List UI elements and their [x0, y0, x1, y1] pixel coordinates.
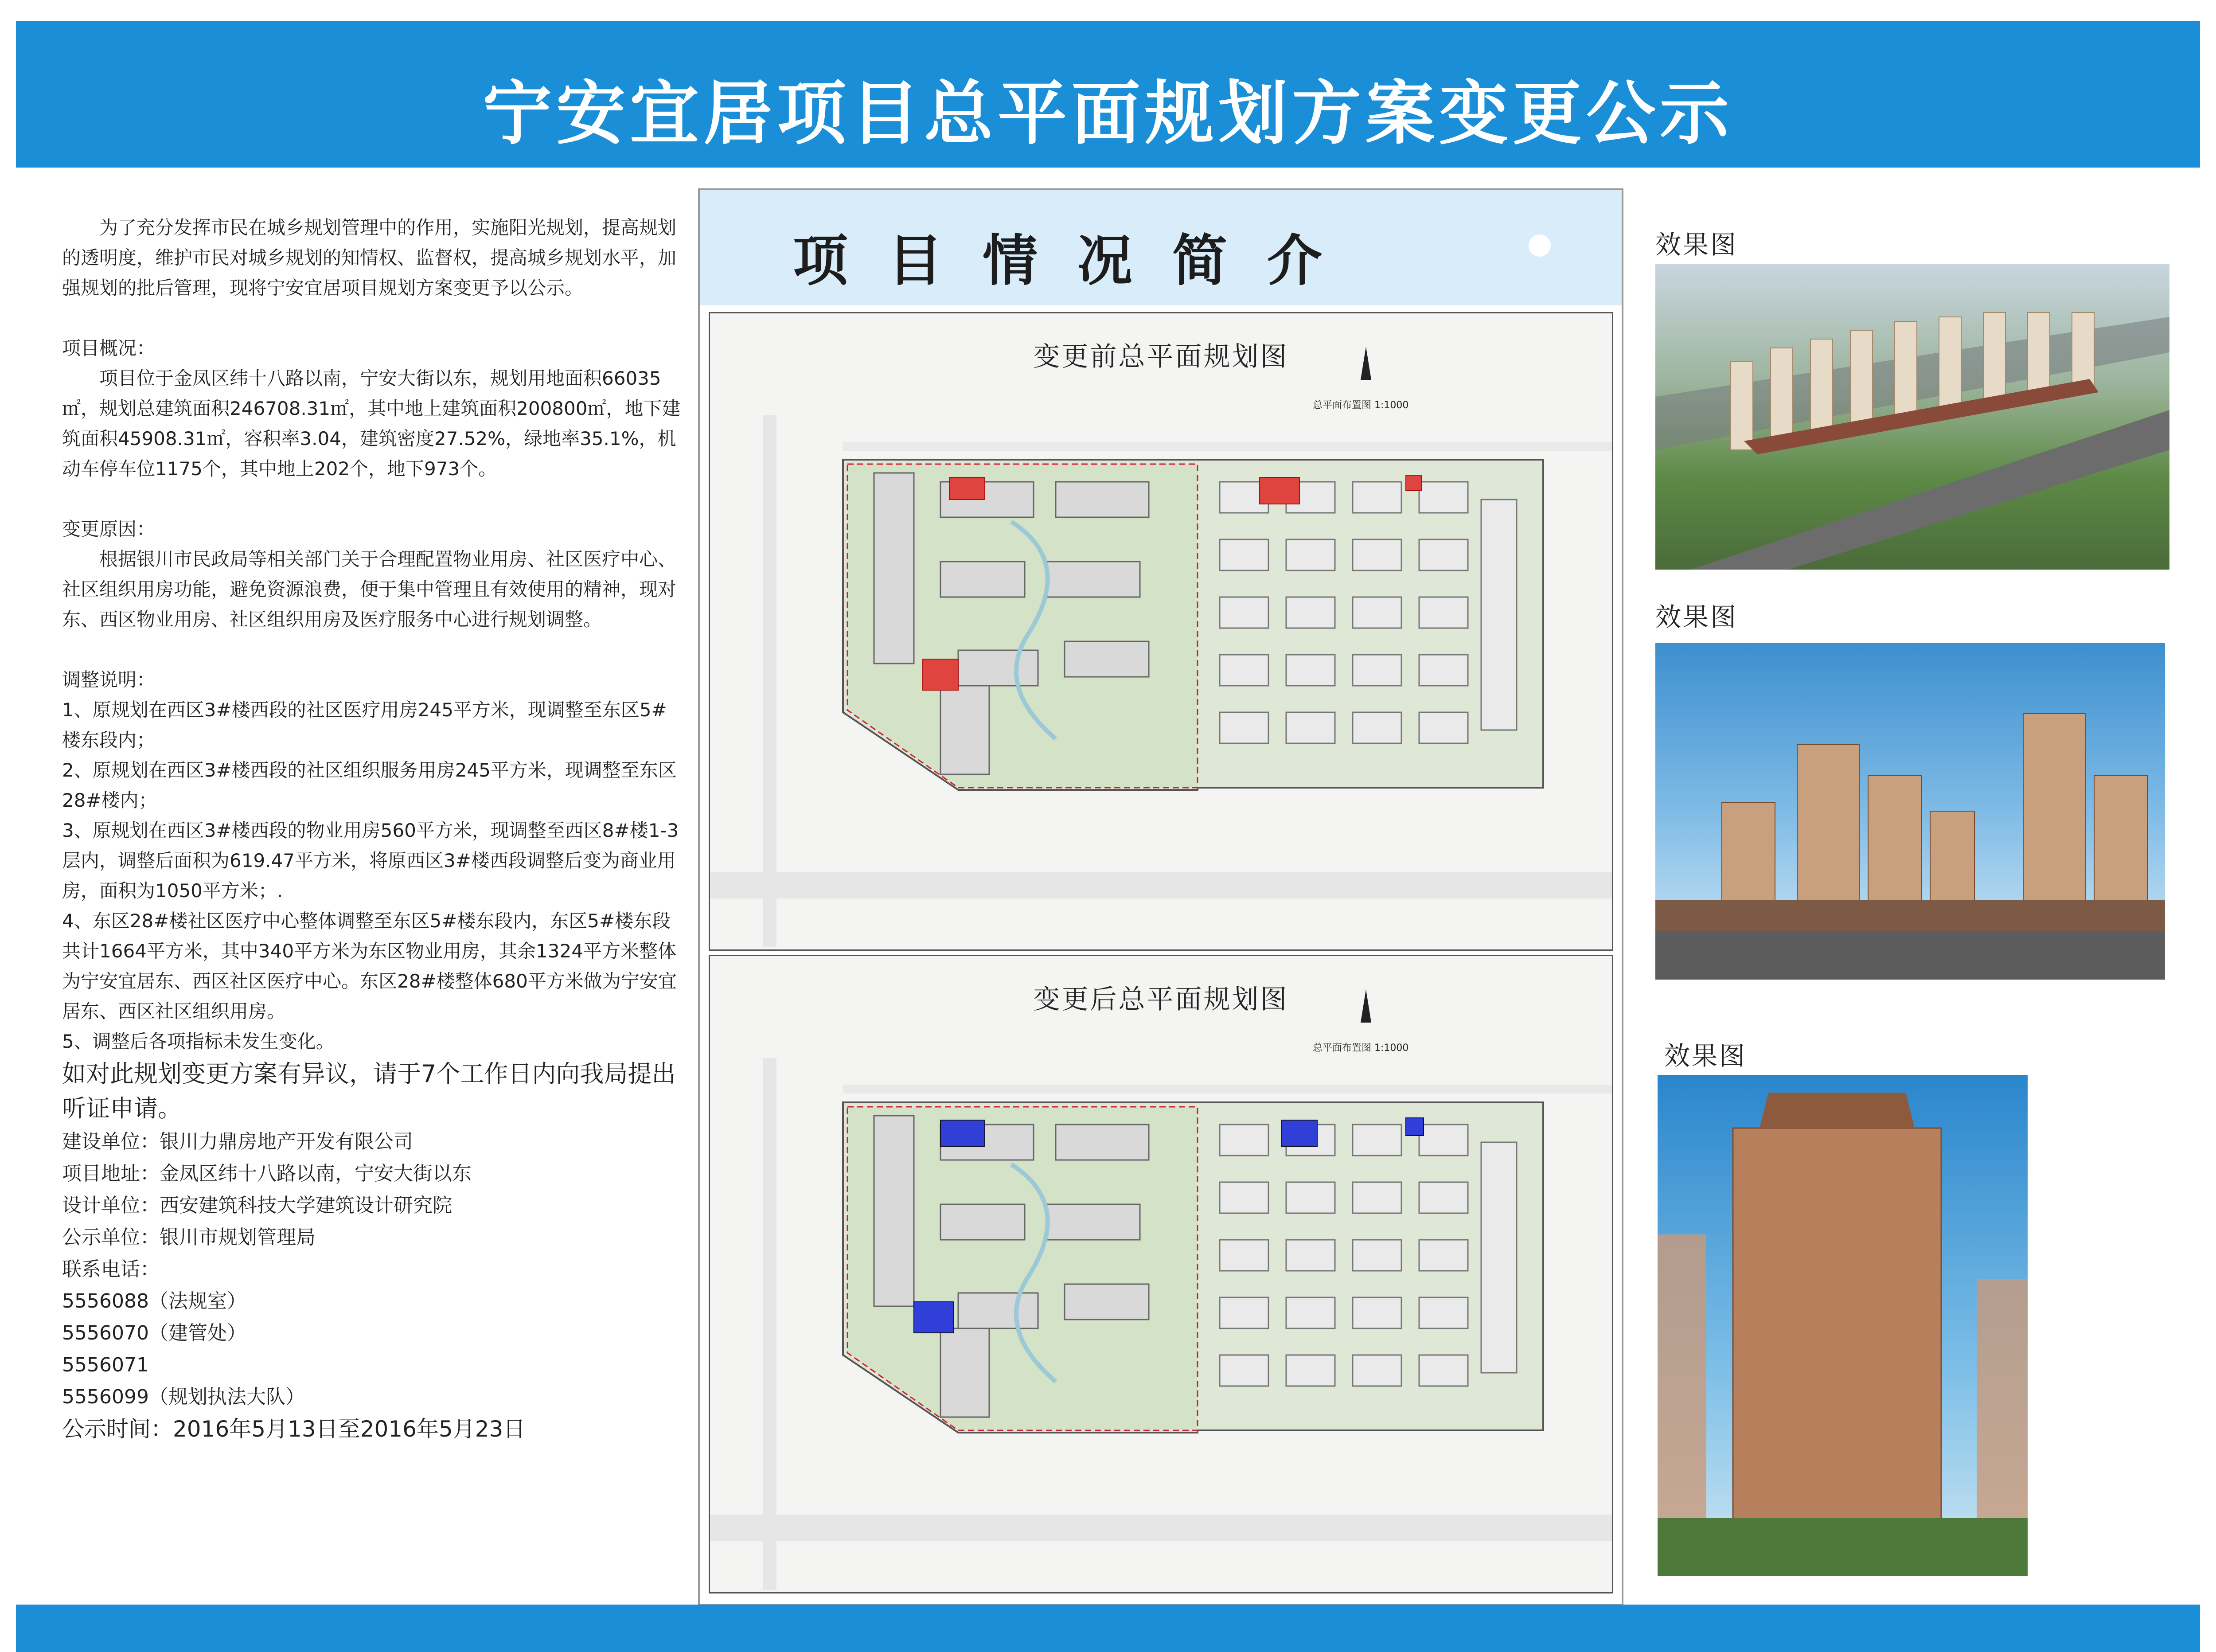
phone-line: 5556099（规划执法大队） [62, 1386, 305, 1408]
adjust-item: 1、原规划在西区3#楼西段的社区医疗用房245平方米，现调整至东区5#楼东段内； [62, 699, 667, 751]
aerial-render-drawing [1655, 264, 2169, 570]
site-plan-after-drawing [710, 956, 1612, 1592]
street-render-drawing [1655, 643, 2165, 980]
overview-text: 项目位于金凤区纬十八路以南，宁安大街以东，规划用地面积66035㎡，规划总建筑面积246708.31㎡，其中地上建筑面积200800㎡，地下建筑面积45908.31㎡，容积率3.04，建筑密度27.52%，绿地率35.1%，机动车停车位1175个，其中地上202个，地下973个。 [62, 367, 681, 480]
render-label: 效果图 [1655, 602, 1738, 632]
plan-before-title: 变更前总平面规划图 [1033, 341, 1289, 372]
adjust-item: 2、原规划在西区3#楼西段的社区组织服务用房245平方米，现调整至东区28#楼内； [62, 759, 677, 811]
phone-line: 5556088（法规室） [62, 1290, 246, 1312]
adjust-item: 3、原规划在西区3#楼西段的物业用房560平方米，现调整至西区8#楼1-3层内，调整后面积为619.47平方米，将原西区3#楼西段调整后变为商业用房，面积为1050平方米；. [62, 820, 679, 902]
overview-heading: 项目概况： [62, 337, 156, 359]
project-info-panel [698, 188, 1623, 1606]
section-title: 项目情况简介 [793, 229, 1362, 293]
plan-before [709, 312, 1613, 951]
reason-text: 根据银川市民政局等相关部门关于合理配置物业用房、社区医疗中心、社区组织用房功能，避免资源浪费，便于集中管理且有效使用的精神，现对东、西区物业用房、社区组织用房及医疗服务中心进行规划调整。 [62, 548, 677, 630]
adjust-item: 5、调整后各项指标未发生变化。 [62, 1031, 335, 1052]
render-label: 效果图 [1655, 230, 1738, 260]
site-plan-before-drawing [710, 313, 1612, 949]
period-line: 公示时间：2016年5月13日至2016年5月23日 [62, 1416, 526, 1442]
phone-label: 联系电话： [62, 1258, 160, 1281]
intro-paragraph: 为了充分发挥市民在城乡规划管理中的作用，实施阳光规划，提高规划的透明度，维护市民对城乡规划的知情权、监督权，提高城乡规划水平，加强规划的批后管理，现将宁安宜居项目规划方案变更予以公示。 [62, 217, 677, 299]
section-banner [700, 190, 1622, 305]
title-banner [16, 21, 2200, 168]
adjust-heading: 调整说明： [62, 669, 156, 691]
tower-render-image [1658, 1075, 2028, 1576]
footer-bar [16, 1605, 2200, 1652]
phone-line: 5556070（建管处） [62, 1322, 246, 1344]
plan-after-scale: 总平面布置图 1:1000 [1313, 1043, 1409, 1054]
plan-after [709, 955, 1613, 1593]
aerial-render-image [1655, 264, 2169, 570]
plan-after-title: 变更后总平面规划图 [1033, 984, 1289, 1015]
page-title: 宁安宜居项目总平面规划方案变更公示 [483, 73, 1733, 154]
render-label: 效果图 [1664, 1041, 1747, 1071]
builder-line: 建设单位：银川力鼎房地产开发有限公司 [62, 1130, 413, 1153]
street-render-image [1655, 643, 2165, 980]
phone-line: 5556071 [62, 1354, 149, 1376]
designer-line: 设计单位：西安建筑科技大学建筑设计研究院 [62, 1194, 452, 1217]
objection-notice: 如对此规划变更方案有异议，请于7个工作日内向我局提出听证申请。 [62, 1060, 676, 1122]
banner-dot [1529, 234, 1551, 257]
reason-heading: 变更原因： [62, 518, 156, 540]
publisher-line: 公示单位：银川市规划管理局 [62, 1226, 316, 1249]
plan-before-scale: 总平面布置图 1:1000 [1313, 400, 1409, 411]
adjust-item: 4、东区28#楼社区医疗中心整体调整至东区5#楼东段内，东区5#楼东段共计1664平方米，其中340平方米为东区物业用房，其余1324平方米整体为宁安宜居东、西区社区医疗中心。东区28#楼整体680平方米做为宁安宜居东、西区社区组织用房。 [62, 910, 677, 1022]
notice-text-column [62, 213, 683, 1445]
contact-block [62, 1126, 683, 1445]
tower-render-drawing [1658, 1075, 2028, 1576]
address-line: 项目地址：金凤区纬十八路以南，宁安大街以东 [62, 1162, 472, 1185]
